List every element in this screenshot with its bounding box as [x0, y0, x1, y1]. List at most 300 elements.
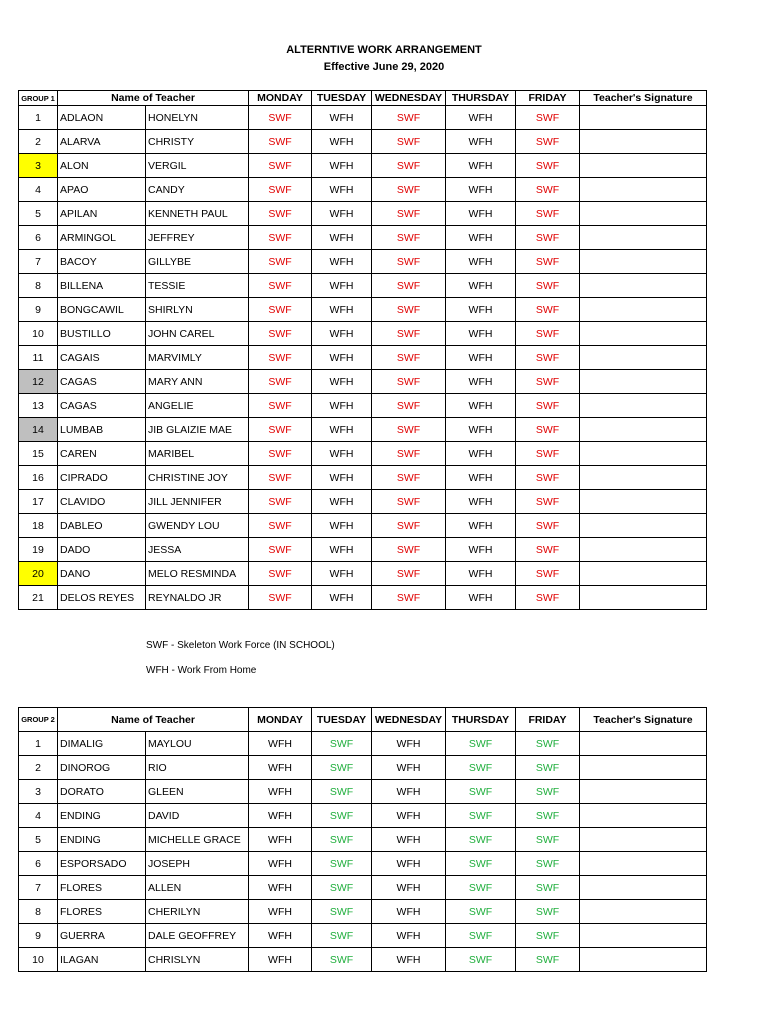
column-header-thursday: THURSDAY — [446, 91, 516, 106]
column-header-monday: MONDAY — [249, 91, 312, 106]
schedule-tuesday: WFH — [312, 250, 372, 274]
schedule-thursday: SWF — [446, 924, 516, 948]
teacher-first-name: CHRISTY — [146, 130, 249, 154]
schedule-wednesday: SWF — [372, 322, 446, 346]
schedule-friday: SWF — [516, 466, 580, 490]
teacher-last-name: ILAGAN — [58, 948, 146, 972]
column-header-tuesday: TUESDAY — [312, 708, 372, 732]
schedule-friday: SWF — [516, 130, 580, 154]
row-number: 10 — [19, 322, 58, 346]
schedule-friday: SWF — [516, 852, 580, 876]
schedule-friday: SWF — [516, 346, 580, 370]
schedule-tuesday: SWF — [312, 756, 372, 780]
schedule-friday: SWF — [516, 370, 580, 394]
schedule-wednesday: SWF — [372, 346, 446, 370]
schedule-thursday: WFH — [446, 130, 516, 154]
teacher-first-name: HONELYN — [146, 106, 249, 130]
table-row — [19, 538, 707, 562]
schedule-tuesday: WFH — [312, 394, 372, 418]
column-header-signature: Teacher's Signature — [580, 708, 707, 732]
schedule-monday: WFH — [249, 780, 312, 804]
schedule-monday: SWF — [249, 586, 312, 610]
table-row — [19, 804, 707, 828]
table-row — [19, 948, 707, 972]
teacher-last-name: DINOROG — [58, 756, 146, 780]
schedule-friday: SWF — [516, 154, 580, 178]
schedule-thursday: WFH — [446, 322, 516, 346]
teacher-last-name: APAO — [58, 178, 146, 202]
table-row — [19, 732, 707, 756]
teacher-first-name: GILLYBE — [146, 250, 249, 274]
schedule-monday: SWF — [249, 418, 312, 442]
group-label: GROUP 2 — [19, 708, 58, 732]
schedule-tuesday: WFH — [312, 202, 372, 226]
schedule-tuesday: WFH — [312, 130, 372, 154]
row-number: 2 — [19, 756, 58, 780]
table-row — [19, 924, 707, 948]
schedule-wednesday: SWF — [372, 226, 446, 250]
column-header-wednesday: WEDNESDAY — [372, 708, 446, 732]
teacher-first-name: JOHN CAREL — [146, 322, 249, 346]
schedule-tuesday: SWF — [312, 900, 372, 924]
schedule-tuesday: WFH — [312, 538, 372, 562]
table-row — [19, 780, 707, 804]
signature-cell — [580, 490, 707, 514]
schedule-monday: SWF — [249, 466, 312, 490]
schedule-tuesday: WFH — [312, 442, 372, 466]
row-number: 1 — [19, 732, 58, 756]
column-header-wednesday: WEDNESDAY — [372, 91, 446, 106]
row-number: 21 — [19, 586, 58, 610]
teacher-first-name: MARIBEL — [146, 442, 249, 466]
signature-cell — [580, 418, 707, 442]
schedule-wednesday: SWF — [372, 442, 446, 466]
column-header-friday: FRIDAY — [516, 91, 580, 106]
schedule-tuesday: WFH — [312, 466, 372, 490]
table-row — [19, 876, 707, 900]
row-number: 9 — [19, 298, 58, 322]
teacher-first-name: JIB GLAIZIE MAE — [146, 418, 249, 442]
schedule-friday: SWF — [516, 442, 580, 466]
schedule-friday: SWF — [516, 562, 580, 586]
signature-cell — [580, 876, 707, 900]
schedule-monday: SWF — [249, 226, 312, 250]
schedule-wednesday: SWF — [372, 370, 446, 394]
schedule-wednesday: WFH — [372, 900, 446, 924]
teacher-last-name: BACOY — [58, 250, 146, 274]
schedule-tuesday: WFH — [312, 322, 372, 346]
row-number: 20 — [19, 562, 58, 586]
schedule-friday: SWF — [516, 298, 580, 322]
signature-cell — [580, 178, 707, 202]
schedule-friday: SWF — [516, 756, 580, 780]
schedule-tuesday: WFH — [312, 346, 372, 370]
schedule-monday: SWF — [249, 106, 312, 130]
schedule-friday: SWF — [516, 178, 580, 202]
signature-cell — [580, 948, 707, 972]
schedule-tuesday: WFH — [312, 274, 372, 298]
signature-cell — [580, 298, 707, 322]
signature-cell — [580, 924, 707, 948]
schedule-thursday: SWF — [446, 732, 516, 756]
teacher-last-name: FLORES — [58, 900, 146, 924]
table-row — [19, 154, 707, 178]
schedule-monday: WFH — [249, 924, 312, 948]
schedule-wednesday: SWF — [372, 154, 446, 178]
row-number: 1 — [19, 106, 58, 130]
teacher-first-name: KENNETH PAUL — [146, 202, 249, 226]
table-row — [19, 828, 707, 852]
table-row — [19, 586, 707, 610]
column-header-thursday: THURSDAY — [446, 708, 516, 732]
teacher-first-name: DALE GEOFFREY — [146, 924, 249, 948]
signature-cell — [580, 514, 707, 538]
teacher-last-name: BONGCAWIL — [58, 298, 146, 322]
schedule-wednesday: WFH — [372, 852, 446, 876]
schedule-thursday: WFH — [446, 418, 516, 442]
teacher-last-name: ARMINGOL — [58, 226, 146, 250]
teacher-last-name: CAGAS — [58, 370, 146, 394]
signature-cell — [580, 442, 707, 466]
schedule-wednesday: SWF — [372, 586, 446, 610]
schedule-thursday: WFH — [446, 562, 516, 586]
schedule-wednesday: SWF — [372, 178, 446, 202]
schedule-tuesday: SWF — [312, 804, 372, 828]
teacher-last-name: CAGAS — [58, 394, 146, 418]
schedule-thursday: WFH — [446, 106, 516, 130]
signature-cell — [580, 130, 707, 154]
row-number: 7 — [19, 876, 58, 900]
schedule-monday: SWF — [249, 538, 312, 562]
row-number: 17 — [19, 490, 58, 514]
teacher-first-name: MARVIMLY — [146, 346, 249, 370]
table-row — [19, 106, 707, 130]
schedule-friday: SWF — [516, 876, 580, 900]
teacher-first-name: MICHELLE GRACE — [146, 828, 249, 852]
schedule-monday: SWF — [249, 154, 312, 178]
teacher-last-name: BUSTILLO — [58, 322, 146, 346]
schedule-wednesday: WFH — [372, 804, 446, 828]
signature-cell — [580, 202, 707, 226]
schedule-wednesday: WFH — [372, 780, 446, 804]
group2-table — [18, 707, 707, 972]
table-row — [19, 442, 707, 466]
teacher-first-name: SHIRLYN — [146, 298, 249, 322]
schedule-thursday: WFH — [446, 298, 516, 322]
teacher-first-name: MELO RESMINDA — [146, 562, 249, 586]
column-header-friday: FRIDAY — [516, 708, 580, 732]
schedule-monday: SWF — [249, 322, 312, 346]
schedule-monday: SWF — [249, 394, 312, 418]
row-number: 2 — [19, 130, 58, 154]
schedule-wednesday: SWF — [372, 538, 446, 562]
schedule-tuesday: SWF — [312, 828, 372, 852]
teacher-last-name: FLORES — [58, 876, 146, 900]
signature-cell — [580, 732, 707, 756]
schedule-wednesday: SWF — [372, 562, 446, 586]
row-number: 12 — [19, 370, 58, 394]
table-row — [19, 852, 707, 876]
teacher-last-name: CAGAIS — [58, 346, 146, 370]
teacher-first-name: DAVID — [146, 804, 249, 828]
schedule-friday: SWF — [516, 780, 580, 804]
row-number: 19 — [19, 538, 58, 562]
row-number: 3 — [19, 154, 58, 178]
schedule-thursday: SWF — [446, 900, 516, 924]
schedule-thursday: WFH — [446, 346, 516, 370]
schedule-friday: SWF — [516, 418, 580, 442]
teacher-last-name: CAREN — [58, 442, 146, 466]
schedule-wednesday: WFH — [372, 732, 446, 756]
teacher-last-name: GUERRA — [58, 924, 146, 948]
schedule-monday: SWF — [249, 514, 312, 538]
row-number: 16 — [19, 466, 58, 490]
schedule-tuesday: WFH — [312, 514, 372, 538]
signature-cell — [580, 828, 707, 852]
schedule-monday: SWF — [249, 250, 312, 274]
column-header-signature: Teacher's Signature — [580, 91, 707, 106]
table-row — [19, 562, 707, 586]
row-number: 10 — [19, 948, 58, 972]
teacher-first-name: CHRISLYN — [146, 948, 249, 972]
schedule-friday: SWF — [516, 490, 580, 514]
schedule-monday: WFH — [249, 732, 312, 756]
teacher-last-name: CLAVIDO — [58, 490, 146, 514]
schedule-tuesday: WFH — [312, 418, 372, 442]
schedule-friday: SWF — [516, 538, 580, 562]
column-header-monday: MONDAY — [249, 708, 312, 732]
schedule-tuesday: WFH — [312, 562, 372, 586]
row-number: 11 — [19, 346, 58, 370]
schedule-tuesday: WFH — [312, 106, 372, 130]
schedule-friday: SWF — [516, 828, 580, 852]
schedule-friday: SWF — [516, 322, 580, 346]
schedule-thursday: WFH — [446, 490, 516, 514]
table-row — [19, 274, 707, 298]
table-row — [19, 346, 707, 370]
schedule-friday: SWF — [516, 900, 580, 924]
schedule-thursday: SWF — [446, 852, 516, 876]
schedule-thursday: WFH — [446, 466, 516, 490]
schedule-thursday: WFH — [446, 442, 516, 466]
row-number: 8 — [19, 274, 58, 298]
schedule-tuesday: SWF — [312, 924, 372, 948]
schedule-monday: WFH — [249, 852, 312, 876]
schedule-thursday: WFH — [446, 178, 516, 202]
teacher-last-name: ALARVA — [58, 130, 146, 154]
schedule-wednesday: WFH — [372, 948, 446, 972]
signature-cell — [580, 538, 707, 562]
schedule-friday: SWF — [516, 948, 580, 972]
schedule-monday: SWF — [249, 346, 312, 370]
schedule-thursday: SWF — [446, 756, 516, 780]
table-row — [19, 250, 707, 274]
schedule-wednesday: SWF — [372, 514, 446, 538]
schedule-tuesday: WFH — [312, 226, 372, 250]
teacher-first-name: CANDY — [146, 178, 249, 202]
teacher-last-name: DANO — [58, 562, 146, 586]
schedule-monday: WFH — [249, 876, 312, 900]
schedule-tuesday: WFH — [312, 586, 372, 610]
schedule-wednesday: WFH — [372, 756, 446, 780]
schedule-tuesday: WFH — [312, 490, 372, 514]
teacher-first-name: JEFFREY — [146, 226, 249, 250]
teacher-last-name: ADLAON — [58, 106, 146, 130]
schedule-thursday: SWF — [446, 780, 516, 804]
signature-cell — [580, 804, 707, 828]
teacher-first-name: RIO — [146, 756, 249, 780]
table-row — [19, 394, 707, 418]
schedule-thursday: WFH — [446, 154, 516, 178]
schedule-wednesday: SWF — [372, 466, 446, 490]
teacher-first-name: GWENDY LOU — [146, 514, 249, 538]
schedule-wednesday: SWF — [372, 490, 446, 514]
teacher-first-name: JILL JENNIFER — [146, 490, 249, 514]
legend-swf: SWF - Skeleton Work Force (IN SCHOOL) — [146, 640, 335, 651]
schedule-thursday: WFH — [446, 250, 516, 274]
row-number: 4 — [19, 804, 58, 828]
teacher-last-name: DIMALIG — [58, 732, 146, 756]
schedule-friday: SWF — [516, 514, 580, 538]
document-subtitle: Effective June 29, 2020 — [323, 61, 445, 73]
schedule-tuesday: SWF — [312, 852, 372, 876]
teacher-last-name: BILLENA — [58, 274, 146, 298]
schedule-monday: SWF — [249, 490, 312, 514]
schedule-friday: SWF — [516, 924, 580, 948]
schedule-thursday: WFH — [446, 274, 516, 298]
teacher-last-name: DABLEO — [58, 514, 146, 538]
table-row — [19, 490, 707, 514]
signature-cell — [580, 346, 707, 370]
table-row — [19, 130, 707, 154]
schedule-thursday: SWF — [446, 876, 516, 900]
schedule-wednesday: SWF — [372, 298, 446, 322]
schedule-thursday: SWF — [446, 804, 516, 828]
table-row — [19, 466, 707, 490]
row-number: 7 — [19, 250, 58, 274]
schedule-monday: SWF — [249, 370, 312, 394]
table-row — [19, 514, 707, 538]
schedule-tuesday: SWF — [312, 876, 372, 900]
schedule-thursday: WFH — [446, 586, 516, 610]
table-row — [19, 418, 707, 442]
signature-cell — [580, 274, 707, 298]
table-row — [19, 756, 707, 780]
signature-cell — [580, 852, 707, 876]
signature-cell — [580, 466, 707, 490]
teacher-first-name: ANGELIE — [146, 394, 249, 418]
teacher-first-name: MAYLOU — [146, 732, 249, 756]
schedule-monday: SWF — [249, 202, 312, 226]
teacher-last-name: DORATO — [58, 780, 146, 804]
schedule-friday: SWF — [516, 202, 580, 226]
schedule-monday: SWF — [249, 274, 312, 298]
schedule-friday: SWF — [516, 250, 580, 274]
row-number: 5 — [19, 202, 58, 226]
teacher-last-name: CIPRADO — [58, 466, 146, 490]
table-row — [19, 178, 707, 202]
teacher-last-name: DADO — [58, 538, 146, 562]
table-row — [19, 226, 707, 250]
column-header-tuesday: TUESDAY — [312, 91, 372, 106]
schedule-thursday: WFH — [446, 538, 516, 562]
row-number: 15 — [19, 442, 58, 466]
schedule-monday: SWF — [249, 178, 312, 202]
schedule-wednesday: WFH — [372, 924, 446, 948]
row-number: 5 — [19, 828, 58, 852]
teacher-first-name: MARY ANN — [146, 370, 249, 394]
schedule-thursday: WFH — [446, 202, 516, 226]
row-number: 4 — [19, 178, 58, 202]
teacher-first-name: GLEEN — [146, 780, 249, 804]
schedule-thursday: SWF — [446, 948, 516, 972]
schedule-thursday: WFH — [446, 370, 516, 394]
signature-cell — [580, 586, 707, 610]
schedule-monday: WFH — [249, 804, 312, 828]
schedule-friday: SWF — [516, 586, 580, 610]
schedule-friday: SWF — [516, 394, 580, 418]
schedule-friday: SWF — [516, 732, 580, 756]
schedule-monday: WFH — [249, 948, 312, 972]
teacher-last-name: ALON — [58, 154, 146, 178]
document-title: ALTERNTIVE WORK ARRANGEMENT — [286, 44, 482, 56]
schedule-friday: SWF — [516, 804, 580, 828]
column-header-name: Name of Teacher — [58, 91, 249, 106]
schedule-tuesday: WFH — [312, 298, 372, 322]
signature-cell — [580, 756, 707, 780]
signature-cell — [580, 250, 707, 274]
schedule-wednesday: SWF — [372, 394, 446, 418]
teacher-first-name: CHRISTINE JOY — [146, 466, 249, 490]
row-number: 9 — [19, 924, 58, 948]
schedule-monday: WFH — [249, 828, 312, 852]
schedule-monday: WFH — [249, 900, 312, 924]
row-number: 18 — [19, 514, 58, 538]
schedule-tuesday: SWF — [312, 732, 372, 756]
teacher-first-name: VERGIL — [146, 154, 249, 178]
teacher-last-name: ENDING — [58, 828, 146, 852]
signature-cell — [580, 154, 707, 178]
teacher-first-name: JESSA — [146, 538, 249, 562]
row-number: 3 — [19, 780, 58, 804]
schedule-wednesday: SWF — [372, 130, 446, 154]
teacher-last-name: LUMBAB — [58, 418, 146, 442]
schedule-wednesday: SWF — [372, 250, 446, 274]
schedule-tuesday: WFH — [312, 154, 372, 178]
teacher-first-name: JOSEPH — [146, 852, 249, 876]
schedule-monday: SWF — [249, 298, 312, 322]
signature-cell — [580, 780, 707, 804]
group1-header-row — [19, 91, 707, 106]
teacher-first-name: CHERILYN — [146, 900, 249, 924]
row-number: 14 — [19, 418, 58, 442]
schedule-friday: SWF — [516, 226, 580, 250]
teacher-first-name: REYNALDO JR — [146, 586, 249, 610]
teacher-last-name: DELOS REYES — [58, 586, 146, 610]
row-number: 13 — [19, 394, 58, 418]
group1-table — [18, 90, 707, 610]
teacher-last-name: APILAN — [58, 202, 146, 226]
schedule-monday: WFH — [249, 756, 312, 780]
table-row — [19, 202, 707, 226]
signature-cell — [580, 226, 707, 250]
schedule-wednesday: SWF — [372, 274, 446, 298]
schedule-tuesday: WFH — [312, 178, 372, 202]
schedule-thursday: WFH — [446, 514, 516, 538]
schedule-wednesday: SWF — [372, 418, 446, 442]
schedule-friday: SWF — [516, 274, 580, 298]
table-row — [19, 298, 707, 322]
